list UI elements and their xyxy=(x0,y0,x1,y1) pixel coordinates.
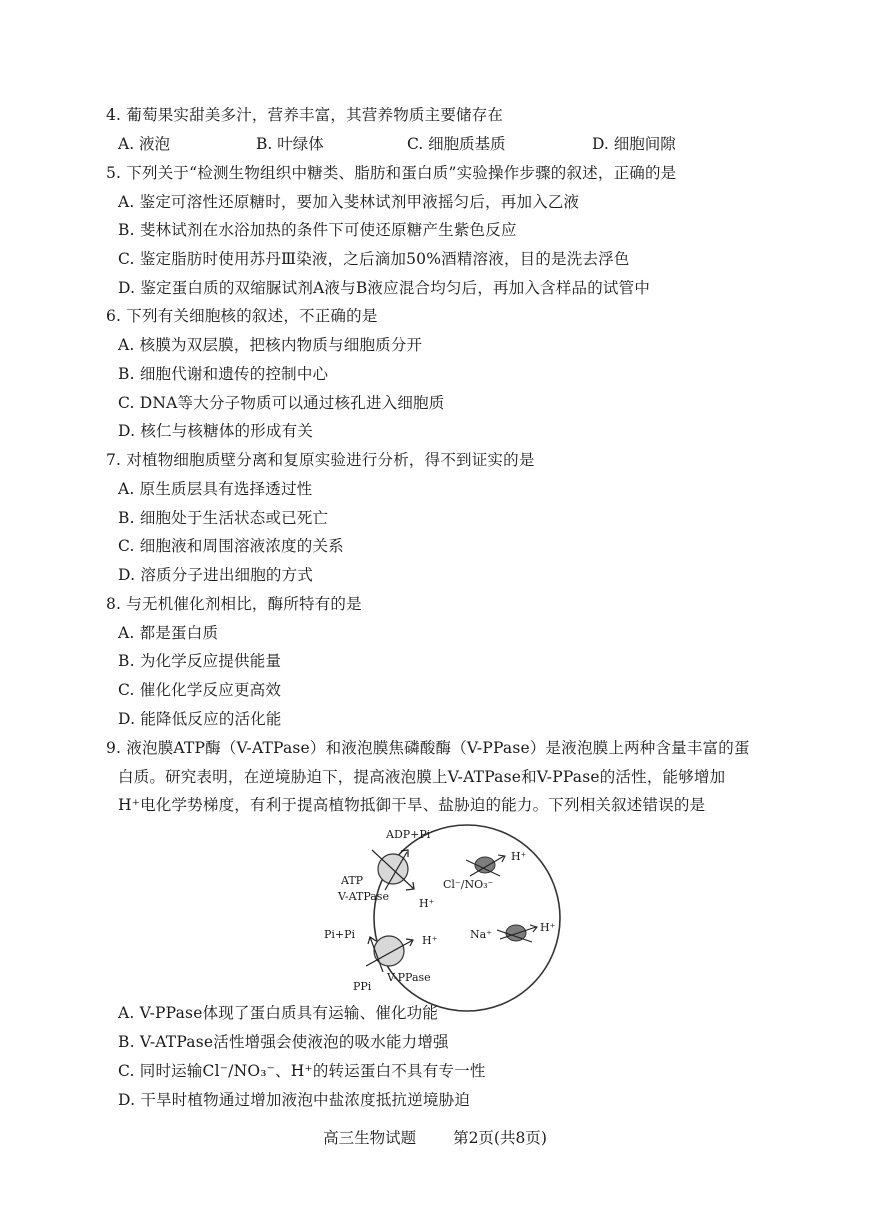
cl-no3-antiporter xyxy=(475,857,495,873)
question-7-option-d: D. 溶质分子进出细胞的方式 xyxy=(118,566,314,584)
question-7-stem: 7. 对植物细胞质壁分离和复原实验进行分析，得不到证实的是 xyxy=(106,451,535,469)
question-4-option-a: A. 液泡 xyxy=(118,135,171,153)
question-6-stem: 6. 下列有关细胞核的叙述，不正确的是 xyxy=(106,307,378,325)
label-h-top-right: H⁺ xyxy=(511,850,527,863)
label-pi-pi: Pi+Pi xyxy=(324,928,356,941)
question-5-option-b: B. 斐林试剂在水浴加热的条件下可使还原糖产生紫色反应 xyxy=(118,221,517,239)
question-9-option-c: C. 同时运输Cl⁻/NO₃⁻、H⁺的转运蛋白不具有专一性 xyxy=(118,1062,486,1080)
question-7-option-b: B. 细胞处于生活状态或已死亡 xyxy=(118,509,329,527)
question-4-stem: 4. 葡萄果实甜美多汁，营养丰富，其营养物质主要储存在 xyxy=(106,106,504,124)
question-6-option-a: A. 核膜为双层膜，把核内物质与细胞质分开 xyxy=(118,336,423,354)
question-9-stem-line-2: 白质。研究表明，在逆境胁迫下，提高液泡膜上V-ATPase和V-PPase的活性，能够增加 xyxy=(118,768,726,786)
question-9-stem-line-3: H⁺电化学势梯度，有利于提高植物抵御干旱、盐胁迫的能力。下列相关叙述错误的是 xyxy=(118,796,706,814)
label-atp: ATP xyxy=(341,874,364,887)
question-8-option-c: C. 催化化学反应更高效 xyxy=(118,681,282,699)
question-5-option-a: A. 鉴定可溶性还原糖时，要加入斐林试剂甲液摇匀后，再加入乙液 xyxy=(118,193,580,211)
question-8-stem: 8. 与无机催化剂相比，酶所特有的是 xyxy=(106,595,362,613)
label-v-atpase: V-ATPase xyxy=(338,890,389,903)
question-7-option-c: C. 细胞液和周围溶液浓度的关系 xyxy=(118,537,344,555)
label-h-ppase: H⁺ xyxy=(422,934,438,947)
question-4-option-c: C. 细胞质基质 xyxy=(407,135,506,153)
question-6-option-d: D. 核仁与核糖体的形成有关 xyxy=(118,422,314,440)
question-7-option-a: A. 原生质层具有选择透过性 xyxy=(118,480,313,498)
question-8-option-d: D. 能降低反应的活化能 xyxy=(118,710,282,728)
label-v-ppase: V-PPase xyxy=(387,971,431,984)
question-9-option-d: D. 干旱时植物通过增加液泡中盐浓度抵抗逆境胁迫 xyxy=(118,1091,471,1109)
label-na: Na⁺ xyxy=(470,928,492,941)
question-8-option-b: B. 为化学反应提供能量 xyxy=(118,652,282,670)
question-9-option-b: B. V-ATPase活性增强会使液泡的吸水能力增强 xyxy=(118,1033,449,1051)
question-4-option-d: D. 细胞间隙 xyxy=(592,135,676,153)
footer-subject: 高三生物试题 xyxy=(323,1129,417,1147)
question-4-option-b: B. 叶绿体 xyxy=(256,135,324,153)
question-5-option-d: D. 鉴定蛋白质的双缩脲试剂A液与B液应混合均匀后，再加入含样品的试管中 xyxy=(118,279,651,297)
footer-page-number: 第2页(共8页) xyxy=(453,1129,547,1147)
question-6-option-b: B. 细胞代谢和遗传的控制中心 xyxy=(118,365,329,383)
label-cl-no3: Cl⁻/NO₃⁻ xyxy=(443,878,494,891)
label-adp-pi: ADP+Pi xyxy=(386,828,431,841)
question-8-option-a: A. 都是蛋白质 xyxy=(118,624,219,642)
label-h-right: H⁺ xyxy=(540,921,556,934)
question-5-option-c: C. 鉴定脂肪时使用苏丹Ⅲ染液，之后滴加50%酒精溶液，目的是洗去浮色 xyxy=(118,250,630,268)
label-h-atpase: H⁺ xyxy=(419,897,435,910)
page-footer xyxy=(0,1128,870,1148)
question-5-stem: 5. 下列关于“检测生物组织中糖类、脂肪和蛋白质”实验操作步骤的叙述，正确的是 xyxy=(106,164,677,182)
question-6-option-c: C. DNA等大分子物质可以通过核孔进入细胞质 xyxy=(118,394,445,412)
question-9-stem-line-1: 9. 液泡膜ATP酶（V-ATPase）和液泡膜焦磷酸酶（V-PPase）是液泡膜上两种含量丰富的蛋 xyxy=(106,739,750,757)
label-ppi: PPi xyxy=(353,980,372,993)
question-9-option-a: A. V-PPase体现了蛋白质具有运输、催化功能 xyxy=(118,1004,439,1022)
